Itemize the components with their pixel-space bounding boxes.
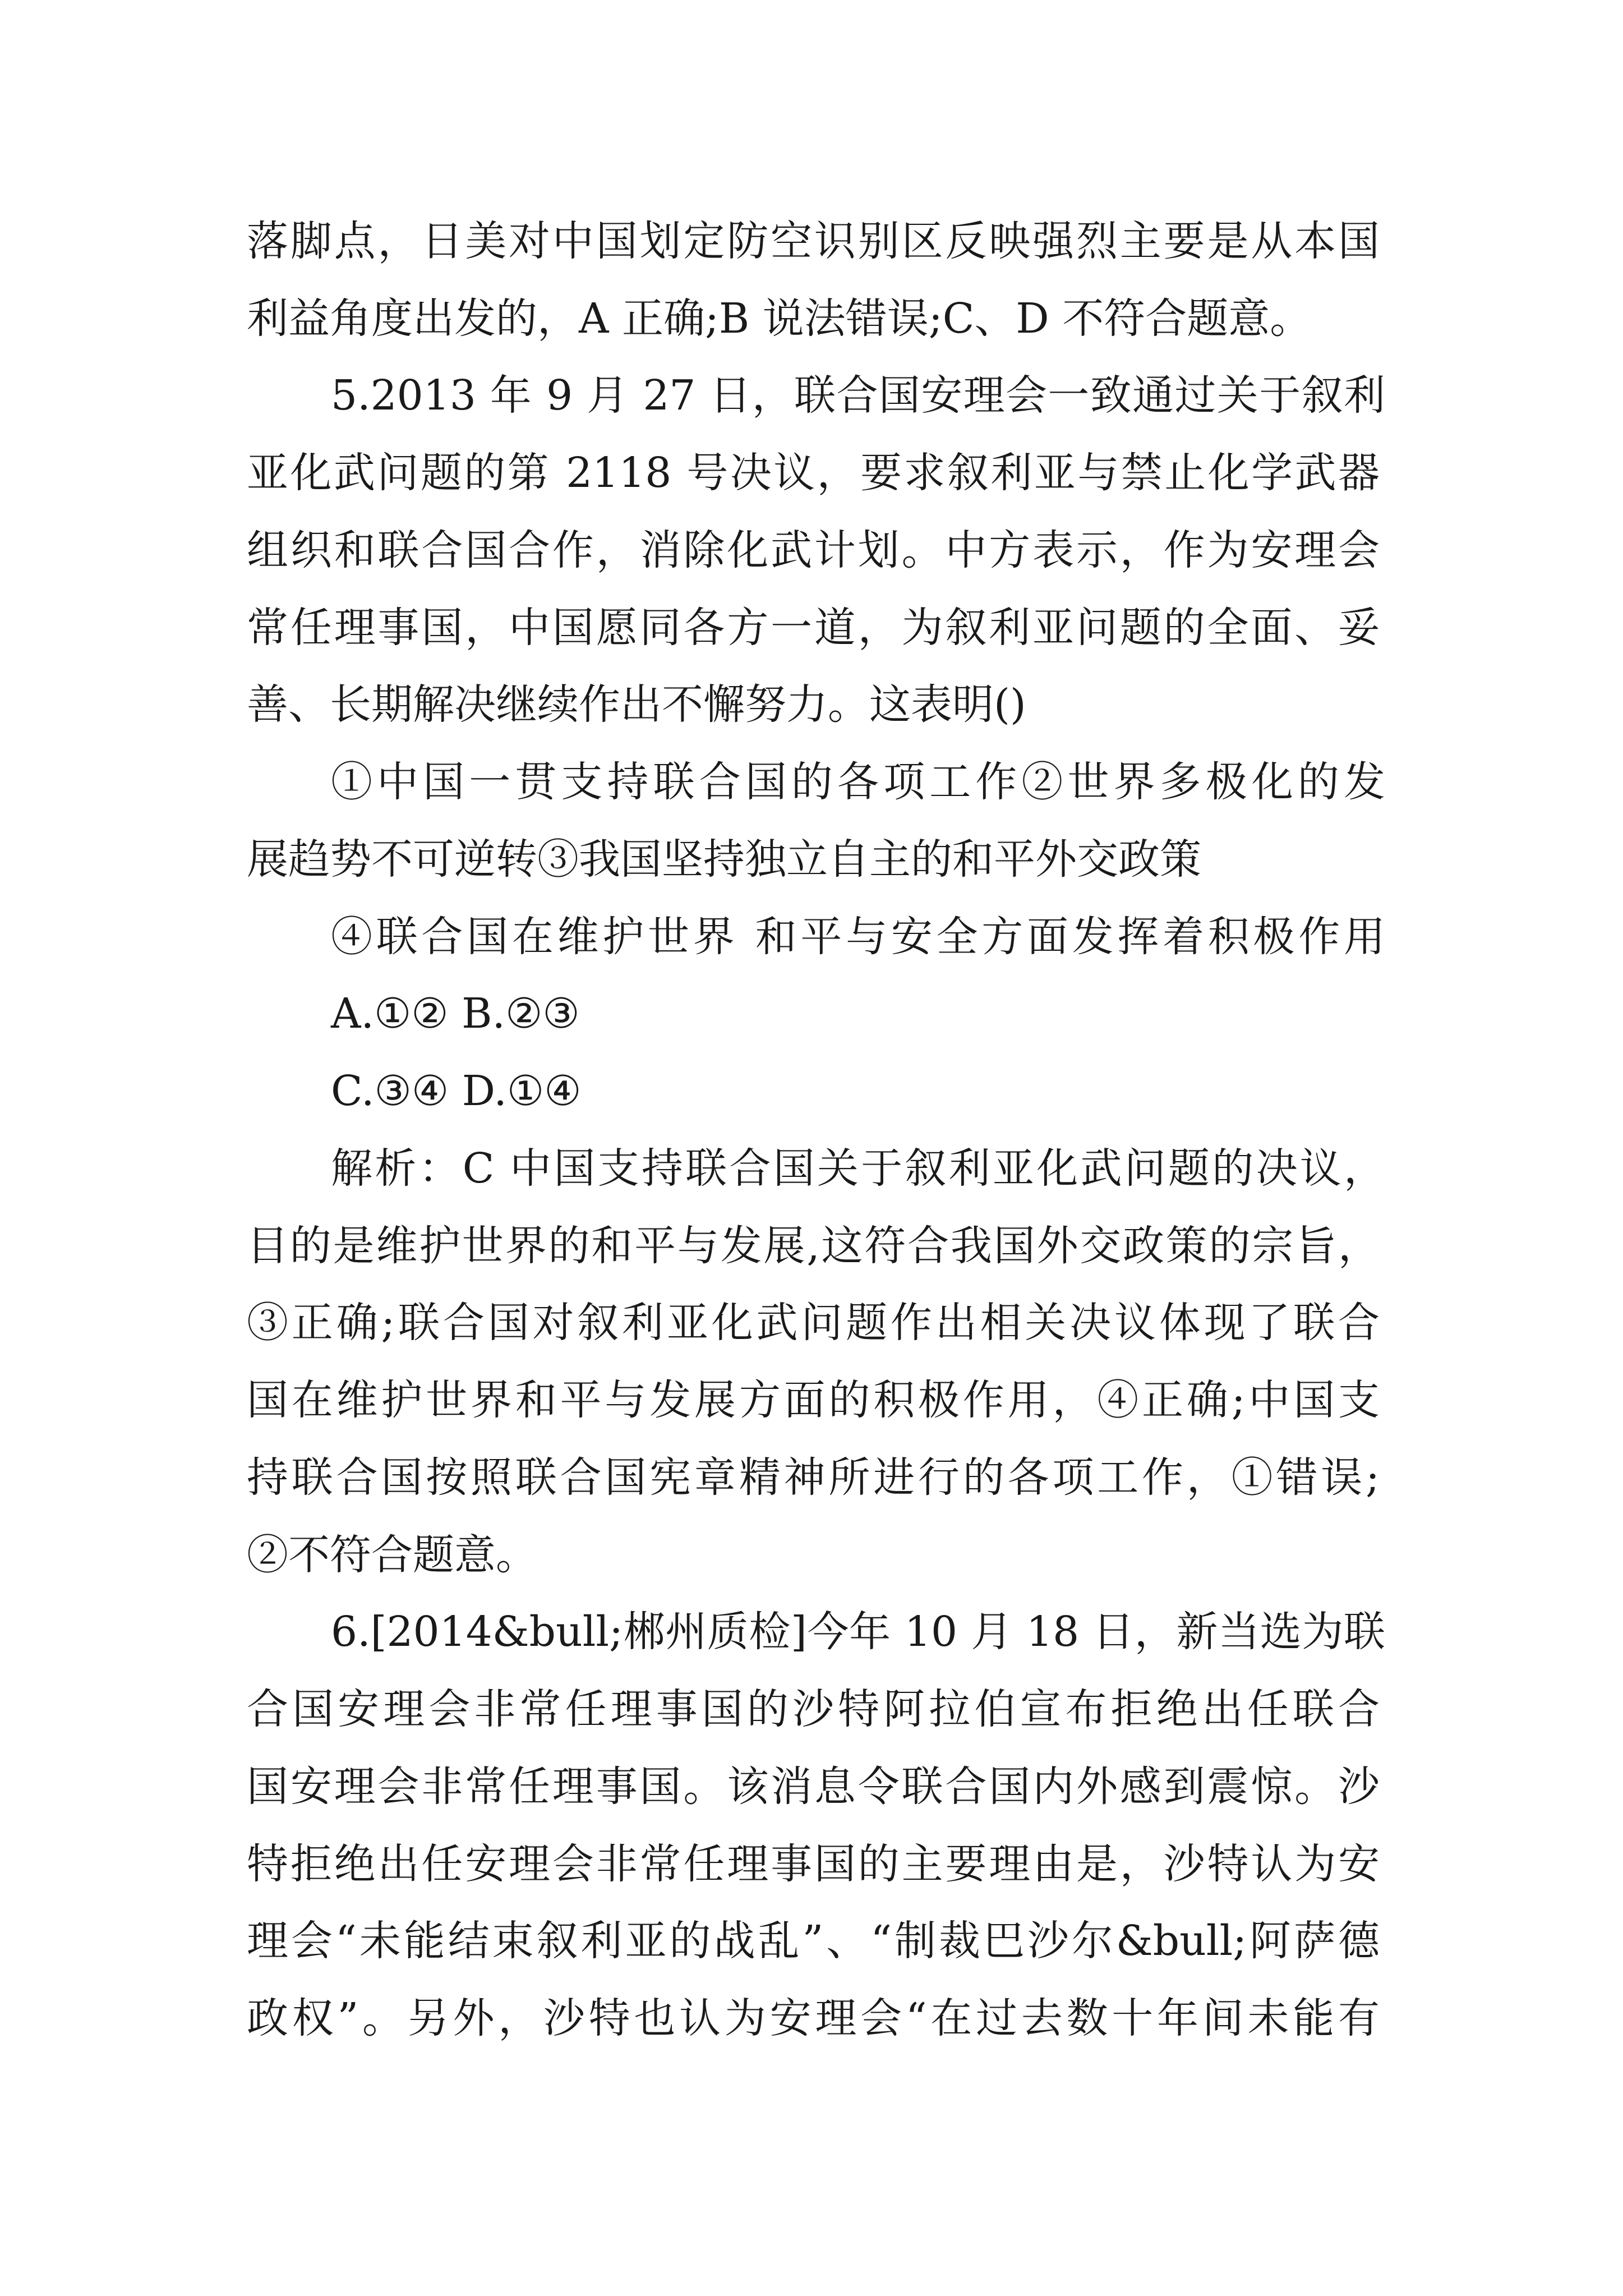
statement-option-4: ④联合国在维护世界 和平与安全方面发挥着积极作用 <box>331 913 1385 961</box>
text-line: 落脚点，日美对中国划定防空识别区反映强烈主要是从本国 <box>247 217 1380 265</box>
text-line: 国安理会非常任理事国。该消息令联合国内外感到震惊。沙 <box>247 1763 1380 1811</box>
question-6-start: 6.[2014&bull;郴州质检]今年 10 月 18 日，新当选为联 <box>331 1608 1385 1656</box>
text-line: 持联合国按照联合国宪章精神所进行的各项工作，①错误; <box>247 1453 1380 1502</box>
analysis-start: 解析：C 中国支持联合国关于叙利亚化武问题的决议， <box>331 1144 1385 1193</box>
text-line: 合国安理会非常任理事国的沙特阿拉伯宣布拒绝出任联合 <box>247 1685 1380 1733</box>
text-line: 展趋势不可逆转③我国坚持独立自主的和平外交政策 <box>247 835 1201 884</box>
text-line: 常任理事国，中国愿同各方一道，为叙利亚问题的全面、妥 <box>247 604 1380 652</box>
text-line: 特拒绝出任安理会非常任理事国的主要理由是，沙特认为安 <box>247 1840 1380 1888</box>
question-5-start: 5.2013 年 9 月 27 日，联合国安理会一致通过关于叙利 <box>331 371 1385 420</box>
text-line: 善、长期解决继续作出不懈努力。这表明() <box>247 680 1026 729</box>
text-line: 政权”。另外，沙特也认为安理会“在过去数十年间未能有 <box>247 1994 1380 2042</box>
text-line: ③正确;联合国对叙利亚化武问题作出相关决议体现了联合 <box>247 1299 1380 1347</box>
text-line: 利益角度出发的，A 正确;B 说法错误;C、D 不符合题意。 <box>247 295 1312 343</box>
text-line: 目的是维护世界的和平与发展,这符合我国外交政策的宗旨， <box>247 1222 1380 1270</box>
text-line: 国在维护世界和平与发展方面的积极作用，④正确;中国支 <box>247 1376 1380 1424</box>
text-line: ②不符合题意。 <box>247 1531 537 1579</box>
answer-choices-cd: C.③④ D.①④ <box>331 1067 582 1115</box>
text-line: 组织和联合国合作，消除化武计划。中方表示，作为安理会 <box>247 526 1380 574</box>
text-line: 亚化武问题的第 2118 号决议，要求叙利亚与禁止化学武器 <box>247 449 1380 497</box>
text-line: 理会“未能结束叙利亚的战乱”、“制裁巴沙尔&bull;阿萨德 <box>247 1917 1380 1965</box>
statement-options: ①中国一贯支持联合国的各项工作②世界多极化的发 <box>331 758 1385 806</box>
answer-choices-ab: A.①② B.②③ <box>331 990 580 1038</box>
